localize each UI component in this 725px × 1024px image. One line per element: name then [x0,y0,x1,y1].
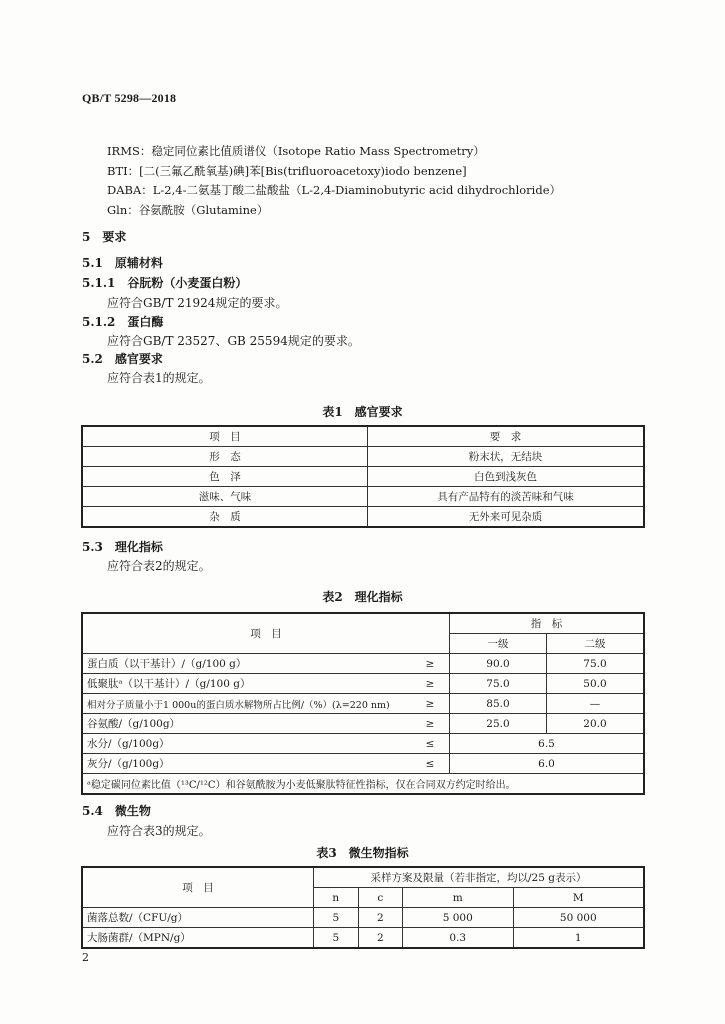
table3-cell-item: 大肠菌群/（MPN/g） [82,928,314,949]
table2-cell-item: 谷氨酸/（g/100g） [82,714,411,734]
table2-header-grade2: 二级 [547,634,645,654]
table-row [82,487,644,507]
table2-title: 表2 理化指标 [322,590,403,604]
table1-cell-item: 杂 质 [82,507,368,528]
document-header: QB/T 5298—2018 [82,91,177,105]
table-row [82,507,644,528]
table1-header-item: 项 目 [82,426,368,447]
table3-header-M: M [513,888,644,908]
table2-cell-grade2: 75.0 [547,654,645,674]
section-5-2-text: 应符合表1的规定。 [107,371,211,385]
table3-cell-c: 2 [358,928,402,949]
table3-header-plan: 采样方案及限量（若非指定，均以/25 g表示） [314,867,645,888]
table1-title: 表1 感官要求 [322,405,403,419]
table2-cell-item: 水分/（g/100g） [82,734,411,754]
abbreviation-irms: IRMS：稳定同位素比值质谱仪（Isotope Ratio Mass Spectrometry） [107,144,485,158]
table-row [82,754,644,774]
table-header-row [82,867,644,888]
abbreviation-daba: DABA：L-2,4-二氨基丁酸二盐酸盐（L-2,4-Diaminobutyric acid dihydrochloride） [107,183,562,197]
table1-cell-item: 滋味、气味 [82,487,368,507]
table2-cell-grade2: 20.0 [547,714,645,734]
table2-cell-item: 低聚肽ᵃ（以干基计）/（g/100 g） [82,674,411,694]
table3-cell-m: 5 000 [402,908,513,928]
table1-cell-item: 色 泽 [82,467,368,487]
table2-cell-item: 灰分/（g/100g） [82,754,411,774]
table2-cell-merged-value: 6.5 [450,734,645,754]
section-5-1-2-heading: 5.1.2 蛋白酶 [82,315,164,329]
table2-cell-grade1: 25.0 [450,714,547,734]
section-5-3-text: 应符合表2的规定。 [107,559,211,573]
table-sensory-requirements [81,425,645,528]
table-row [82,908,644,928]
table-footnote-row [82,774,644,795]
table2-cell-item: 相对分子质量小于1 000u的蛋白质水解物所占比例/（%）(λ=220 nm) [82,694,411,714]
section-5-4-heading: 5.4 微生物 [82,804,151,818]
table2-cell-grade1: 90.0 [450,654,547,674]
table-row [82,694,644,714]
table2-cell-operator: ≥ [411,714,450,734]
table1-cell-value: 无外来可见杂质 [368,507,645,528]
table-header-row [82,426,644,447]
table2-cell-grade2: — [547,694,645,714]
table1-cell-value: 粉末状，无结块 [368,447,645,467]
table-row [82,674,644,694]
section-5-3-heading: 5.3 理化指标 [82,540,163,554]
abbreviation-gln: Gln：谷氨酰胺（Glutamine） [107,203,269,217]
table1-cell-item: 形 态 [82,447,368,467]
section-5-1-1-heading: 5.1.1 谷朊粉（小麦蛋白粉） [82,276,248,290]
table1-header-requirement: 要 求 [368,426,645,447]
section-5-1-1-text: 应符合GB/T 21924规定的要求。 [107,296,288,310]
table3-cell-M: 50 000 [513,908,644,928]
section-5-heading: 5 要求 [82,230,127,244]
table3-header-n: n [314,888,359,908]
table2-footnote: ᵃ稳定碳同位素比值（¹³C/¹²C）和谷氨酰胺为小麦低聚肽特征性指标，仅在合同双方约定时给出。 [82,774,644,795]
table3-title: 表3 微生物指标 [316,846,409,860]
table2-cell-merged-value: 6.0 [450,754,645,774]
table-physicochemical-indicators [81,612,645,795]
table1-cell-value: 具有产品特有的淡苦味和气味 [368,487,645,507]
table3-cell-m: 0.3 [402,928,513,949]
table2-cell-item: 蛋白质（以干基计）/（g/100 g） [82,654,411,674]
table3-cell-n: 5 [314,928,359,949]
section-5-1-2-text: 应符合GB/T 23527、GB 25594规定的要求。 [107,334,360,348]
section-5-4-text: 应符合表3的规定。 [107,824,211,838]
table-row [82,654,644,674]
table3-cell-item: 菌落总数/（CFU/g） [82,908,314,928]
page-number: 2 [82,951,89,964]
table-row [82,714,644,734]
table2-cell-operator: ≥ [411,654,450,674]
table1-cell-value: 白色到浅灰色 [368,467,645,487]
table-row [82,734,644,754]
table3-cell-c: 2 [358,908,402,928]
abbreviation-bti: BTI：[二(三氟乙酰氧基)碘]苯[Bis(trifluoroacetoxy)iodo benzene] [107,164,467,178]
table3-header-m: m [402,888,513,908]
table-row [82,928,644,949]
table3-cell-n: 5 [314,908,359,928]
table2-cell-operator: ≥ [411,694,450,714]
section-5-2-heading: 5.2 感官要求 [82,352,163,366]
table2-cell-operator: ≤ [411,734,450,754]
table2-cell-grade1: 75.0 [450,674,547,694]
table2-header-item: 项 目 [82,613,450,654]
table2-header-grade1: 一级 [450,634,547,654]
table-header-row [82,613,644,634]
table-microbiological-indicators [81,866,645,949]
section-5-1-heading: 5.1 原辅材料 [82,256,163,270]
table3-cell-M: 1 [513,928,644,949]
table2-cell-grade1: 85.0 [450,694,547,714]
table2-cell-operator: ≤ [411,754,450,774]
table2-cell-operator: ≥ [411,674,450,694]
table2-header-index: 指 标 [450,613,645,634]
table3-header-c: c [358,888,402,908]
table3-header-item: 项 目 [82,867,314,908]
table-row [82,447,644,467]
table-row [82,467,644,487]
table2-cell-grade2: 50.0 [547,674,645,694]
